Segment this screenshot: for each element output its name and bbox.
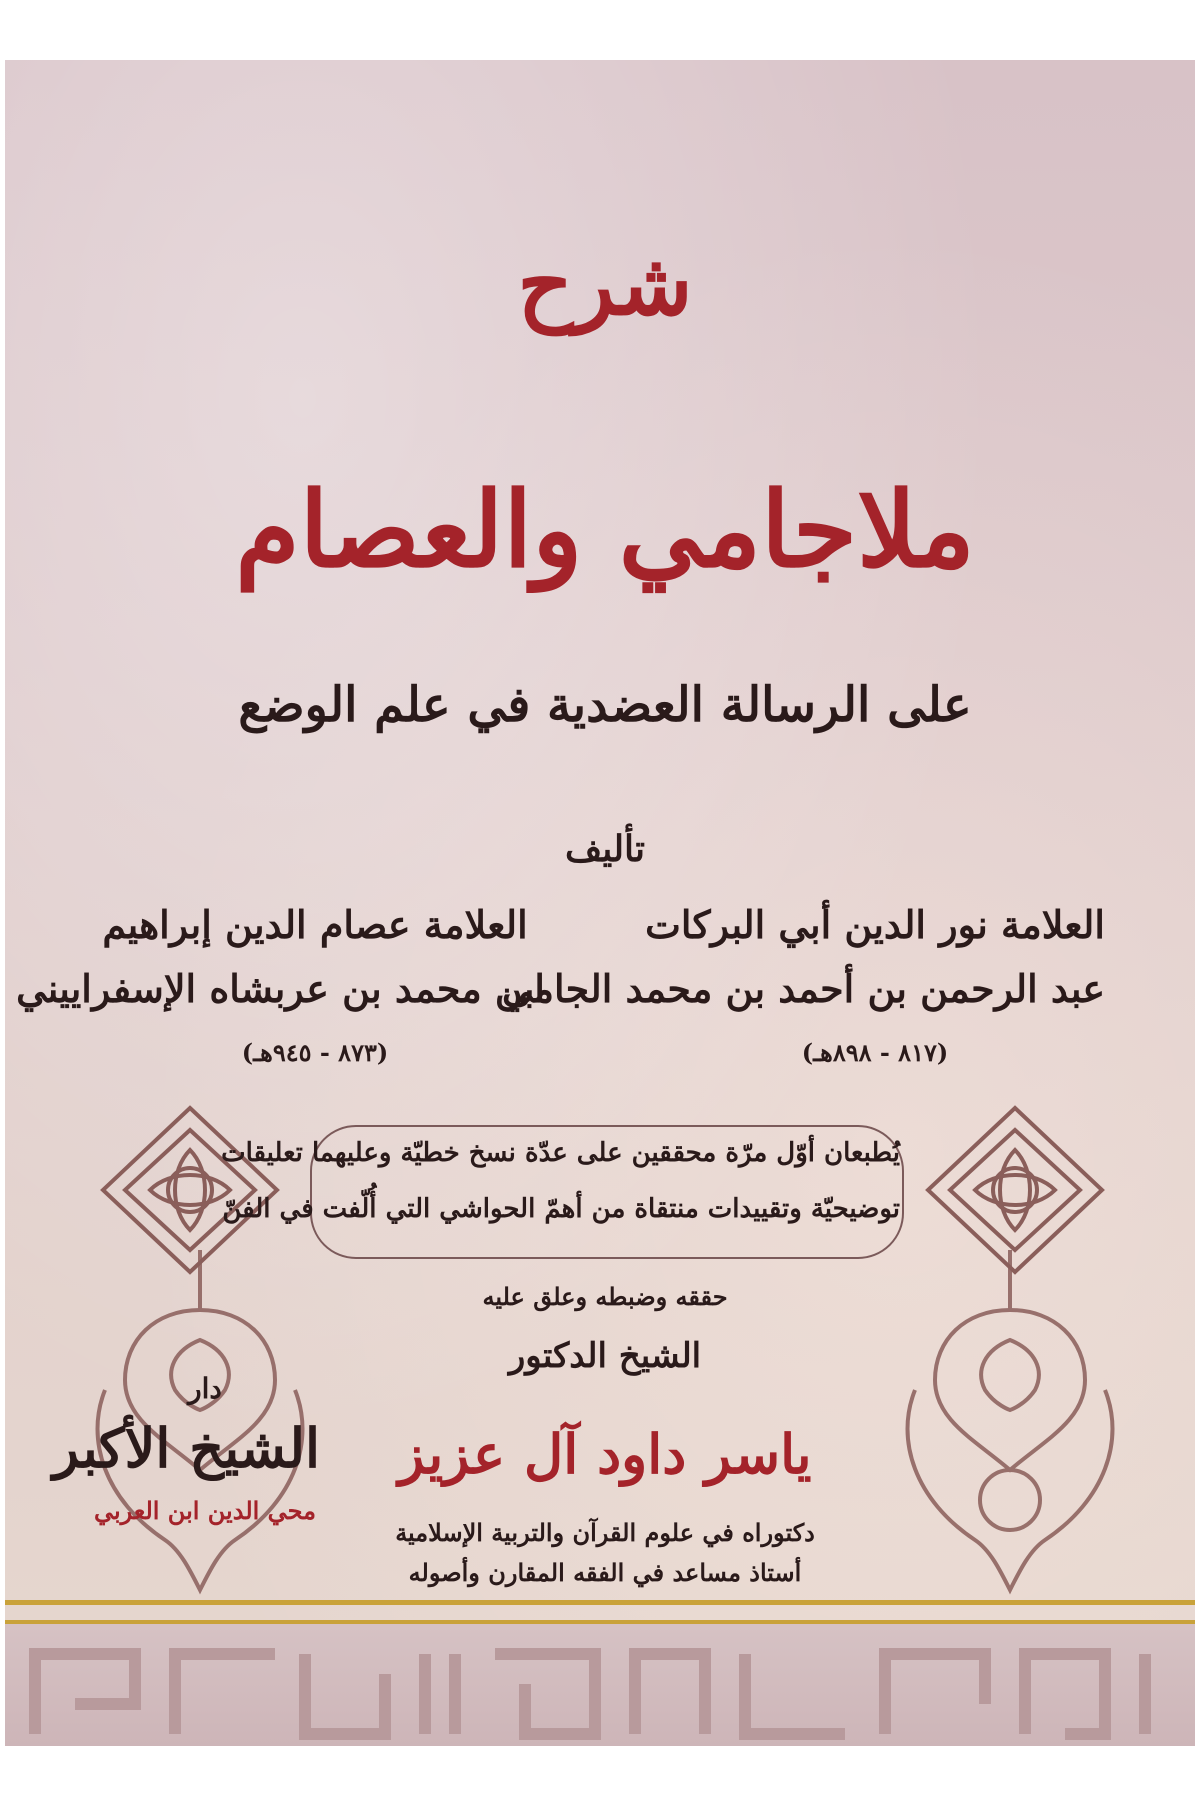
main-title: ملاجامي والعصام bbox=[235, 468, 975, 591]
author-right-dates: (٨١٧ - ٨٩٨هـ) bbox=[801, 1038, 949, 1067]
publisher-line3: محي الدين ابن العربي bbox=[93, 1496, 317, 1525]
edition-note-line2: توضيحيّة وتقييدات منتقاة من أهمّ الحواشي التي أُلّفت في الفنّ bbox=[222, 1194, 900, 1224]
editor-name: ياسر داود آل عزيز bbox=[398, 1422, 812, 1486]
kufic-pattern-icon bbox=[5, 1624, 1195, 1746]
publisher-line1: دار bbox=[188, 1372, 222, 1405]
author-right-line2: عبد الرحمن بن أحمد بن محمد الجامي bbox=[502, 966, 1105, 1011]
author-left-dates: (٨٧٣ - ٩٤٥هـ) bbox=[241, 1038, 389, 1067]
editor-title: الشيخ الدكتور bbox=[508, 1336, 702, 1376]
book-cover bbox=[5, 60, 1195, 1746]
title-top: شرح bbox=[517, 234, 693, 335]
right-arabesque-ornament-icon bbox=[875, 1240, 1145, 1600]
edition-note-line1: يُطبعان أوّل مرّة محققين على عدّة نسخ خطيّة وعليهما تعليقات bbox=[221, 1138, 900, 1168]
editor-degree-2: أستاذ مساعد في الفقه المقارن وأصوله bbox=[408, 1558, 802, 1587]
bottom-kufic-band bbox=[5, 1624, 1195, 1746]
edited-by-label: حققه وضبطه وعلق عليه bbox=[482, 1282, 728, 1311]
gold-rule-top bbox=[5, 1600, 1195, 1605]
subtitle: على الرسالة العضدية في علم الوضع bbox=[238, 677, 972, 733]
publisher-line2: الشيخ الأكبر bbox=[52, 1416, 320, 1480]
authorship-label: تأليف bbox=[564, 828, 646, 870]
author-left-line1: العلامة عصام الدين إبراهيم bbox=[102, 902, 528, 947]
author-right-line1: العلامة نور الدين أبي البركات bbox=[645, 902, 1105, 947]
editor-degree-1: دكتوراه في علوم القرآن والتربية الإسلامية bbox=[395, 1518, 815, 1547]
author-left-line2: ابن محمد بن عربشاه الإسفراييني bbox=[16, 966, 545, 1011]
